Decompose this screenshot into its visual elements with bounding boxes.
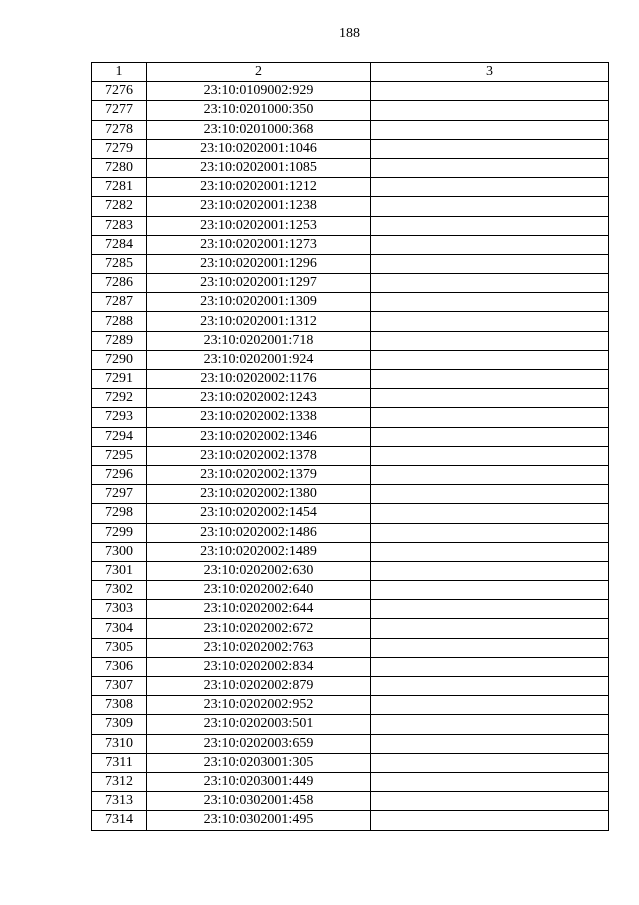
note-cell [371,696,609,715]
table-row [92,408,609,427]
table-row [92,504,609,523]
cadastral-number-cell: 23:10:0202002:879 [147,677,371,696]
row-number-cell: 7302 [92,581,147,600]
cadastral-number-cell: 23:10:0302001:458 [147,792,371,811]
note-cell [371,561,609,580]
row-number-cell: 7281 [92,178,147,197]
row-number-cell: 7309 [92,715,147,734]
note-cell [371,370,609,389]
note-cell [371,715,609,734]
note-cell [371,772,609,791]
cadastral-number-cell: 23:10:0202001:718 [147,331,371,350]
row-number-cell: 7284 [92,235,147,254]
table-row [92,350,609,369]
cadastral-number-cell: 23:10:0202002:640 [147,581,371,600]
cadastral-number-cell: 23:10:0202001:1085 [147,158,371,177]
table-row [92,370,609,389]
note-cell [371,811,609,830]
row-number-cell: 7307 [92,677,147,696]
table-row [92,235,609,254]
cadastral-number-cell: 23:10:0202001:1212 [147,178,371,197]
cadastral-number-cell: 23:10:0203001:449 [147,772,371,791]
table-row [92,811,609,830]
row-number-cell: 7305 [92,638,147,657]
table-row [92,312,609,331]
cadastral-number-cell: 23:10:0202002:1378 [147,446,371,465]
row-number-cell: 7283 [92,216,147,235]
cadastral-number-cell: 23:10:0202001:1297 [147,274,371,293]
row-number-cell: 7279 [92,139,147,158]
cadastral-number-cell: 23:10:0201000:368 [147,120,371,139]
cadastral-number-cell: 23:10:0202002:834 [147,657,371,676]
table-row [92,158,609,177]
note-cell [371,139,609,158]
cadastral-number-cell: 23:10:0202002:763 [147,638,371,657]
table-row [92,293,609,312]
cadastral-number-cell: 23:10:0202002:1338 [147,408,371,427]
row-number-cell: 7278 [92,120,147,139]
note-cell [371,446,609,465]
table-row [92,523,609,542]
note-cell [371,581,609,600]
cadastral-number-cell: 23:10:0202003:501 [147,715,371,734]
cadastral-number-cell: 23:10:0202002:1176 [147,370,371,389]
row-number-cell: 7306 [92,657,147,676]
note-cell [371,542,609,561]
table-row [92,753,609,772]
note-cell [371,389,609,408]
row-number-cell: 7292 [92,389,147,408]
row-number-cell: 7277 [92,101,147,120]
table-body [92,82,609,830]
table-row [92,120,609,139]
note-cell [371,197,609,216]
table-row [92,677,609,696]
note-cell [371,216,609,235]
cadastral-number-cell: 23:10:0202001:1296 [147,254,371,273]
row-number-cell: 7290 [92,350,147,369]
row-number-cell: 7298 [92,504,147,523]
note-cell [371,120,609,139]
note-cell [371,350,609,369]
cadastral-table [91,62,609,831]
page-number: 188 [339,26,360,41]
cadastral-number-cell: 23:10:0202001:1273 [147,235,371,254]
cadastral-number-cell: 23:10:0202001:1238 [147,197,371,216]
note-cell [371,101,609,120]
table-header [92,63,609,82]
note-cell [371,638,609,657]
column-header-3: 3 [371,63,609,82]
row-number-cell: 7282 [92,197,147,216]
table-row [92,772,609,791]
row-number-cell: 7289 [92,331,147,350]
cadastral-number-cell: 23:10:0202002:952 [147,696,371,715]
note-cell [371,427,609,446]
table-row [92,734,609,753]
note-cell [371,235,609,254]
row-number-cell: 7300 [92,542,147,561]
cadastral-number-cell: 23:10:0202002:1379 [147,465,371,484]
note-cell [371,753,609,772]
cadastral-number-cell: 23:10:0202001:1312 [147,312,371,331]
row-number-cell: 7310 [92,734,147,753]
table-row [92,82,609,101]
row-number-cell: 7313 [92,792,147,811]
note-cell [371,82,609,101]
cadastral-number-cell: 23:10:0202001:1309 [147,293,371,312]
note-cell [371,600,609,619]
table-row [92,696,609,715]
row-number-cell: 7291 [92,370,147,389]
row-number-cell: 7295 [92,446,147,465]
note-cell [371,677,609,696]
note-cell [371,254,609,273]
table-row [92,389,609,408]
table-row [92,254,609,273]
cadastral-number-cell: 23:10:0202002:1454 [147,504,371,523]
note-cell [371,523,609,542]
row-number-cell: 7286 [92,274,147,293]
cadastral-number-cell: 23:10:0202001:924 [147,350,371,369]
table-row [92,465,609,484]
row-number-cell: 7288 [92,312,147,331]
note-cell [371,293,609,312]
table-row [92,600,609,619]
row-number-cell: 7303 [92,600,147,619]
cadastral-number-cell: 23:10:0202003:659 [147,734,371,753]
table-row [92,331,609,350]
table-row [92,542,609,561]
note-cell [371,504,609,523]
note-cell [371,485,609,504]
row-number-cell: 7304 [92,619,147,638]
note-cell [371,178,609,197]
cadastral-number-cell: 23:10:0202002:1380 [147,485,371,504]
note-cell [371,657,609,676]
note-cell [371,312,609,331]
table-row [92,657,609,676]
table-row [92,619,609,638]
table-row [92,561,609,580]
cadastral-number-cell: 23:10:0202002:1346 [147,427,371,446]
column-header-2: 2 [147,63,371,82]
table-row [92,274,609,293]
note-cell [371,408,609,427]
cadastral-number-cell: 23:10:0202002:1486 [147,523,371,542]
cadastral-number-cell: 23:10:0202002:672 [147,619,371,638]
table-row [92,101,609,120]
table-row [92,446,609,465]
table-row [92,581,609,600]
row-number-cell: 7308 [92,696,147,715]
note-cell [371,331,609,350]
cadastral-number-cell: 23:10:0109002:929 [147,82,371,101]
note-cell [371,792,609,811]
table-row [92,139,609,158]
cadastral-number-cell: 23:10:0202002:1489 [147,542,371,561]
row-number-cell: 7312 [92,772,147,791]
table-row [92,197,609,216]
note-cell [371,465,609,484]
cadastral-number-cell: 23:10:0202002:644 [147,600,371,619]
note-cell [371,158,609,177]
row-number-cell: 7276 [92,82,147,101]
table-row [92,216,609,235]
row-number-cell: 7294 [92,427,147,446]
cadastral-number-cell: 23:10:0202002:1243 [147,389,371,408]
row-number-cell: 7285 [92,254,147,273]
row-number-cell: 7296 [92,465,147,484]
table-row [92,427,609,446]
row-number-cell: 7293 [92,408,147,427]
cadastral-number-cell: 23:10:0203001:305 [147,753,371,772]
column-header-1: 1 [92,63,147,82]
cadastral-number-cell: 23:10:0302001:495 [147,811,371,830]
row-number-cell: 7311 [92,753,147,772]
table-row [92,715,609,734]
row-number-cell: 7280 [92,158,147,177]
row-number-cell: 7314 [92,811,147,830]
table-row [92,792,609,811]
cadastral-number-cell: 23:10:0202001:1253 [147,216,371,235]
note-cell [371,734,609,753]
row-number-cell: 7287 [92,293,147,312]
table-row [92,485,609,504]
note-cell [371,274,609,293]
row-number-cell: 7299 [92,523,147,542]
cadastral-number-cell: 23:10:0202002:630 [147,561,371,580]
row-number-cell: 7301 [92,561,147,580]
cadastral-number-cell: 23:10:0201000:350 [147,101,371,120]
header-row [92,63,609,82]
table-row [92,178,609,197]
table-row [92,638,609,657]
cadastral-number-cell: 23:10:0202001:1046 [147,139,371,158]
row-number-cell: 7297 [92,485,147,504]
note-cell [371,619,609,638]
